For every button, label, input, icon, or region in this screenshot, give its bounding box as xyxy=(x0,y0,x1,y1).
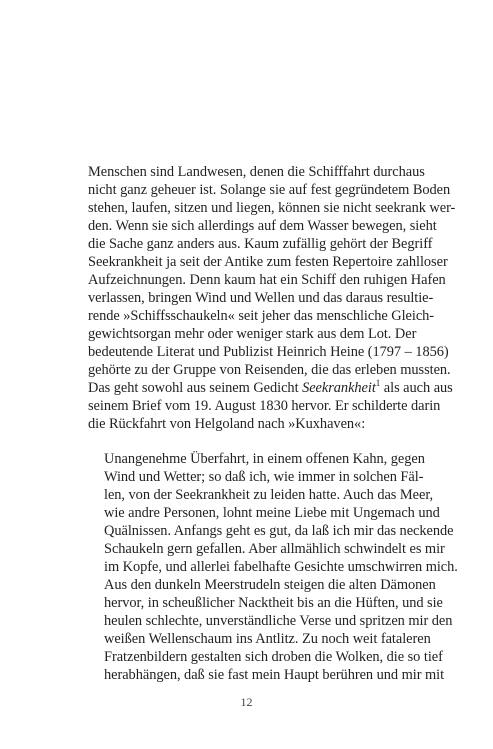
main-line-5: die Sache ganz anders aus. Kaum zufällig gehört der Begriff xyxy=(88,236,433,252)
line13-after: als auch aus xyxy=(380,380,453,396)
footnote-marker[interactable]: 1 xyxy=(375,378,381,389)
main-line-1: Menschen sind Landwesen, denen die Schifffahrt durchaus xyxy=(88,164,425,180)
main-line-9: rende »Schiffsschaukeln« seit jeher das menschliche Gleich- xyxy=(88,308,435,324)
quote-line-10: heulen schlechte, unverständliche Verse und spritzen mir den xyxy=(104,613,453,629)
line13-before: Das geht sowohl aus seinem Gedicht xyxy=(88,380,303,396)
main-line-12: gehörte zu der Gruppe von Reisenden, die das erleben mussten. xyxy=(88,362,451,378)
quote-line-2: Wind und Wetter; so daß ich, wie immer in solchen Fäl- xyxy=(104,469,424,485)
main-line-3: stehen, laufen, sitzen und liegen, können sie nicht seekrank wer- xyxy=(88,200,456,216)
quote-line-12: Fratzenbildern gestalten sich droben die Wolken, die so tief xyxy=(104,649,443,665)
main-line-11: bedeutende Literat und Publizist Heinrich Heine (1797 – 1856) xyxy=(88,344,449,360)
main-line-13 xyxy=(88,378,453,397)
quote-line-5: Quälnissen. Anfangs geht es gut, da laß ich mir das neckende xyxy=(104,523,454,539)
quote-line-9: hervor, in scheußlicher Nacktheit bis an die Hüften, und sie xyxy=(104,595,443,611)
page-number: 12 xyxy=(240,695,253,709)
main-line-4: den. Wenn sie sich allerdings auf dem Wasser bewegen, sieht xyxy=(88,218,437,234)
main-line-6: Seekrankheit ja seit der Antike zum festen Repertoire zahlloser xyxy=(88,254,448,270)
main-line-7: Aufzeichnungen. Denn kaum hat ein Schiff den ruhigen Hafen xyxy=(88,272,446,288)
quote-line-7: im Kopfe, und allerlei fabelhafte Gesichte umschwirren mich. xyxy=(104,559,458,575)
quote-line-1: Unangenehme Überfahrt, in einem offenen Kahn, gegen xyxy=(104,451,425,467)
poem-title: Seekrankheit xyxy=(302,380,376,396)
quote-line-4: wie andre Personen, lohnt meine Liebe mit Ungemach und xyxy=(104,505,440,521)
main-line-15: die Rückfahrt von Helgoland nach »Kuxhaven«: xyxy=(88,416,366,432)
main-line-10: gewichtsorgan mehr oder weniger stark aus dem Lot. Der xyxy=(88,326,417,342)
quote-line-3: len, von der Seekrankheit zu leiden hatte. Auch das Meer, xyxy=(104,487,434,503)
main-line-2: nicht ganz geheuer ist. Solange sie auf fest gegründetem Boden xyxy=(88,182,451,198)
quote-line-6: Schaukeln gern gefallen. Aber allmählich schwindelt es mir xyxy=(104,541,445,557)
quote-line-13: herabhängen, daß sie fast mein Haupt berühren und mir mit xyxy=(104,667,445,683)
main-line-8: verlassen, bringen Wind und Wellen und das daraus resultie- xyxy=(88,290,434,306)
main-line-14: seinem Brief vom 19. August 1830 hervor. Er schilderte darin xyxy=(88,398,441,414)
quote-line-11: weißen Wellenschaum ins Antlitz. Zu noch weit fataleren xyxy=(104,631,431,647)
quote-line-8: Aus den dunkeln Meerstrudeln steigen die alten Dämonen xyxy=(104,577,436,593)
